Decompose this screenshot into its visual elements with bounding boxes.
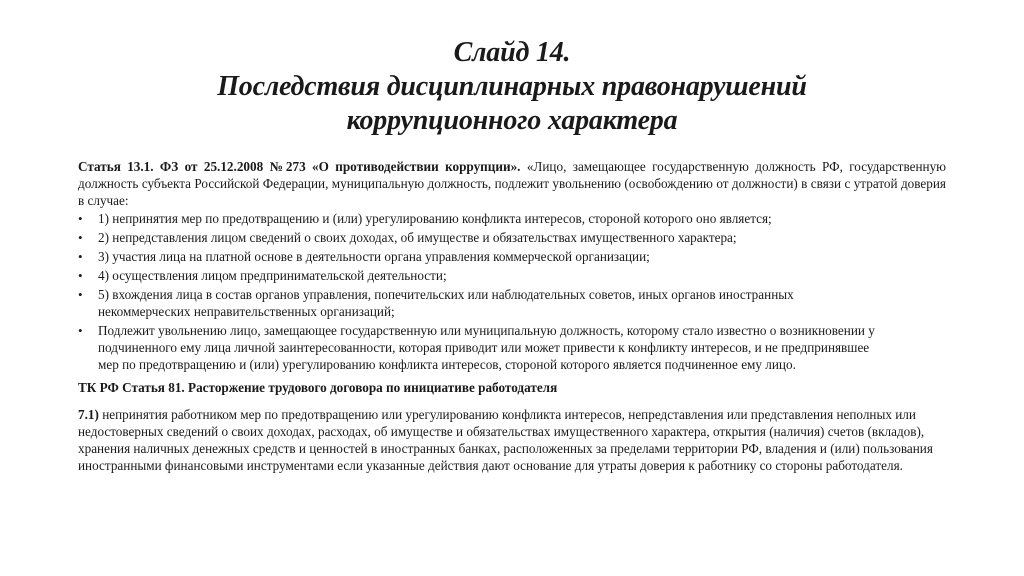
bullet-icon: •: [78, 211, 83, 226]
list-item-text: 5) вхождения лица в состав органов управления, попечительских или наблюдательных советов, иных органов иностранных некоммерческих неправительственных организаций;: [98, 287, 794, 319]
slide-title-line-1: Слайд 14.: [453, 37, 571, 68]
list-item-text: 1) непринятия мер по предотвращению и (или) урегулированию конфликта интересов, стороной которого оно является;: [98, 211, 772, 226]
tk-heading: ТК РФ Статья 81. Расторжение трудового договора по инициативе работодателя: [78, 380, 558, 395]
bullet-icon: •: [78, 323, 83, 338]
slide-title-line-3: коррупционного характера: [346, 105, 678, 136]
intro-law-reference: Статья 13.1. ФЗ от 25.12.2008 №273 «О противодействии коррупции».: [78, 159, 521, 174]
tk-item-text: непринятия работником мер по предотвращению или урегулированию конфликта интересов, непредставления или представления неполных или недостоверных сведений о своих доходах, расходах, об имуществе и обязательствах имущественного характера, открытия (наличия) счетов (вкладов), хранения наличных денежных средств и ценностей в иностранных банках, расположенных за пределами территории РФ, владения и (или) пользования иностранными финансовыми инструментами если указанные действия дают основание для утраты доверия к работнику со стороны работодателя.: [78, 407, 933, 473]
list-item: [78, 322, 888, 373]
tk-item-paragraph: [78, 406, 944, 474]
list-item-text: 3) участия лица на платной основе в деятельности органа управления коммерческой организации;: [98, 249, 650, 264]
bullet-list: [78, 210, 946, 373]
intro-text: «Лицо, замещающее государственную должность РФ, государственную должность субъекта Российской Федерации, муниципальную должность, подлежит увольнению (освобождению от должности) в связи с утратой доверия в случае:: [78, 159, 947, 208]
intro-paragraph: [78, 158, 946, 209]
list-item-text: Подлежит увольнению лицо, замещающее государственную или муниципальную должность, которому стало известно о возникновении у подчиненного ему лица личной заинтересованности, которая приводит или может привести к конфликту интересов, и не предпринявшее мер по предотвращению и (или) урегулированию конфликта интересов, стороной которого является подчиненное ему лицо.: [98, 323, 875, 372]
list-item: [78, 248, 888, 265]
list-item: [78, 286, 888, 320]
bullet-icon: •: [78, 287, 83, 302]
tk-item-number: 7.1): [78, 407, 99, 422]
bullet-icon: •: [78, 230, 83, 245]
list-item: [78, 267, 888, 284]
list-item-text: 4) осуществления лицом предпринимательской деятельности;: [98, 268, 447, 283]
list-item: [78, 210, 888, 227]
list-item: [78, 229, 888, 246]
slide-title: [100, 36, 924, 138]
bullet-icon: •: [78, 249, 83, 264]
slide-body: [78, 158, 946, 487]
bullet-icon: •: [78, 268, 83, 283]
list-item-text: 2) непредставления лицом сведений о своих доходах, об имуществе и обязательствах имущественного характера;: [98, 230, 737, 245]
slide-title-line-2: Последствия дисциплинарных правонарушений: [217, 71, 807, 102]
